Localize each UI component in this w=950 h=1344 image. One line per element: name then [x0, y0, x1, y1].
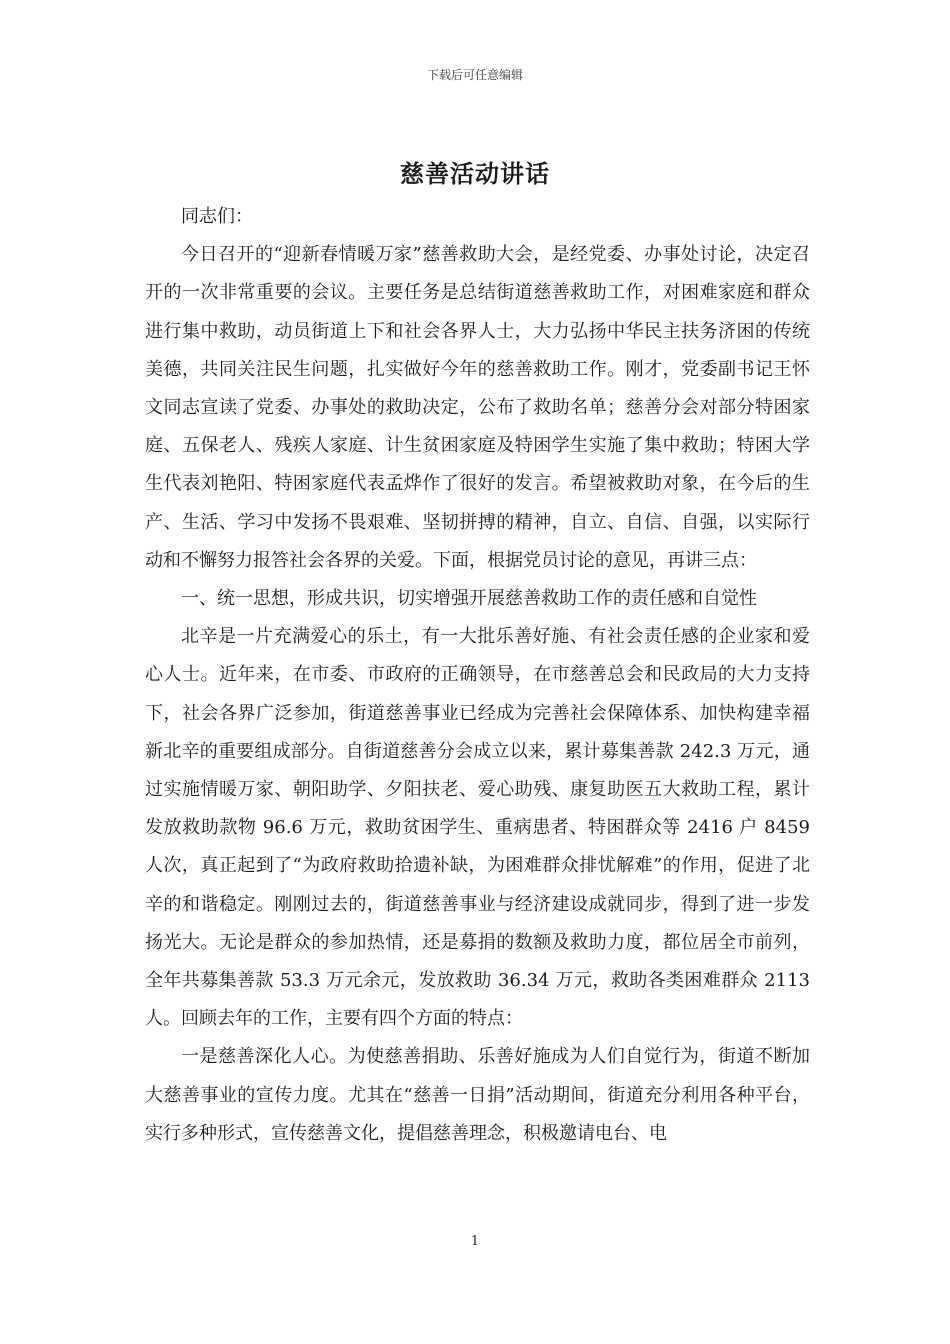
section-heading-1: 一、统一思想，形成共识，切实增强开展慈善救助工作的责任感和自觉性	[181, 588, 757, 610]
paragraph-opening: 今日召开的“迎新春情暖万家”慈善救助大会，是经党委、办事处讨论，决定召开的一次非常重要的会议。主要任务是总结街道慈善救助工作，对困难家庭和群众进行集中救助，动员街道上下和社会各界人士，大力弘扬中华民主扶务济困的传统美德，共同关注民生问题，扎实做好今年的慈善救助工作。刚才，党委副书记王怀文同志宣读了党委、办事处的救助决定，公布了救助名单；慈善分会对部分特困家庭、五保老人、残疾人家庭、计生贫困家庭及特困学生实施了集中救助；特困大学生代表刘艳阳、特困家庭代表孟烨作了很好的发言。希望被救助对象，在今后的生产、生活、学习中发扬不畏艰难、坚韧拼搏的精神，自立、自信、自强，以实际行动和不懈努力报答社会各界的关爱。下面，根据党员讨论的意见，再讲三点：	[145, 244, 810, 571]
document-body	[145, 198, 810, 1153]
paragraph-point-1: 一是慈善深化人心。为使慈善捐助、乐善好施成为人们自觉行为，街道不断加大慈善事业的宣传力度。尤其在“慈善一日捐”活动期间，街道充分利用各种平台，实行多种形式，宣传慈善文化，提倡慈善理念，积极邀请电台、电	[145, 1046, 810, 1144]
paragraph-beixin: 北辛是一片充满爱心的乐土，有一大批乐善好施、有社会责任感的企业家和爱心人士。近年来，在市委、市政府的正确领导，在市慈善总会和民政局的大力支持下，社会各界广泛参加，街道慈善事业已经成为完善社会保障体系、加快构建幸福新北辛的重要组成部分。自街道慈善分会成立以来，累计募集善款 242.3 万元，通过实施情暖万家、朝阳助学、夕阳扶老、爱心助残、康复助医五大救助工程，累计发放救助款物 96.6 万元，救助贫困学生、重病患者、特困群众等 2416 户 8459 人次，真正起到了“为政府救助拾遗补缺，为困难群众排忧解难”的作用，促进了北辛的和谐稳定。刚刚过去的，街道慈善事业与经济建设成就同步，得到了进一步发扬光大。无论是群众的参加热情，还是募捐的数额及救助力度，都位居全市前列，全年共募集善款 53.3 万元余元，发放救助 36.34 万元，救助各类困难群众 2113 人。回顾去年的工作，主要有四个方面的特点：	[145, 626, 810, 1030]
header-note: 下载后可任意编辑	[426, 68, 523, 82]
paragraph-salutation: 同志们：	[181, 206, 253, 227]
page-number: 1	[470, 1234, 480, 1249]
document-title: 慈善活动讲话	[400, 159, 550, 188]
